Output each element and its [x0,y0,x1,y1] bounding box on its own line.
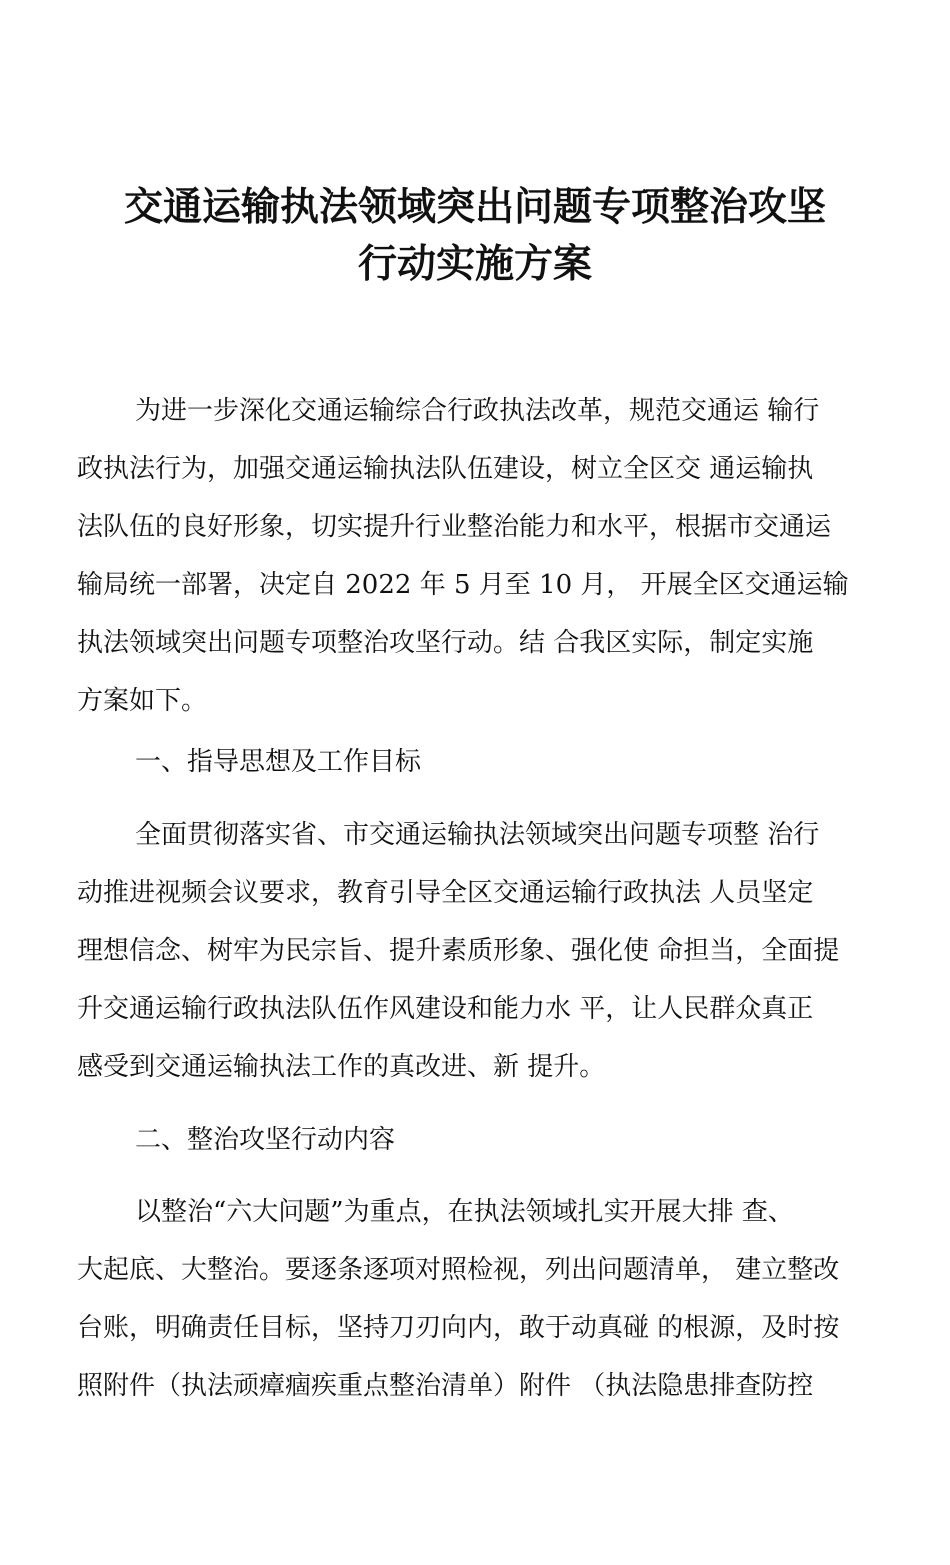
paragraph-line: 照附件（执法顽瘴痼疾重点整治清单）附件 （执法隐患排查防控 [77,1371,814,1401]
paragraph-line: 执法领域突出问题专项整治攻坚行动。结 合我区实际，制定实施 [77,628,814,658]
paragraph-line: 以整治“六大问题”为重点，在执法领域扎实开展大排 查、 [135,1197,794,1227]
paragraph-line: 全面贯彻落实省、市交通运输执法领域突出问题专项整 治行 [135,820,820,850]
paragraph-line: 感受到交通运输执法工作的真改进、新 提升。 [77,1052,606,1082]
paragraph-line: 方案如下。 [77,686,208,716]
paragraph-line: 输局统一部署，决定自 2022 年 5 月至 10 月， 开展全区交通运输 [77,570,849,600]
paragraph-line: 升交通运输行政执法队伍作风建设和能力水 平，让人民群众真正 [77,994,814,1024]
paragraph-line: 法队伍的良好形象，切实提升行业整治能力和水平，根据市交通运 [77,512,832,542]
document-title-line-1: 交通运输执法领域突出问题专项整治攻坚 [123,185,826,230]
section-heading-1: 一、指导思想及工作目标 [135,747,422,777]
paragraph-line: 为进一步深化交通运输综合行政执法改革，规范交通运 输行 [135,396,820,426]
section-heading-2: 二、整治攻坚行动内容 [135,1125,396,1155]
paragraph-line: 理想信念、树牢为民宗旨、提升素质形象、强化使 命担当，全面提 [77,936,840,966]
paragraph-line: 大起底、大整治。要逐条逐项对照检视，列出问题清单， 建立整改 [77,1255,840,1285]
paragraph-line: 动推进视频会议要求，教育引导全区交通运输行政执法 人员坚定 [77,878,814,908]
paragraph-line: 台账，明确责任目标，坚持刀刃向内，敢于动真碰 的根源，及时按 [77,1313,840,1343]
paragraph-line: 政执法行为，加强交通运输执法队伍建设，树立全区交 通运输执 [77,454,814,484]
document-title-line-2: 行动实施方案 [357,242,592,287]
